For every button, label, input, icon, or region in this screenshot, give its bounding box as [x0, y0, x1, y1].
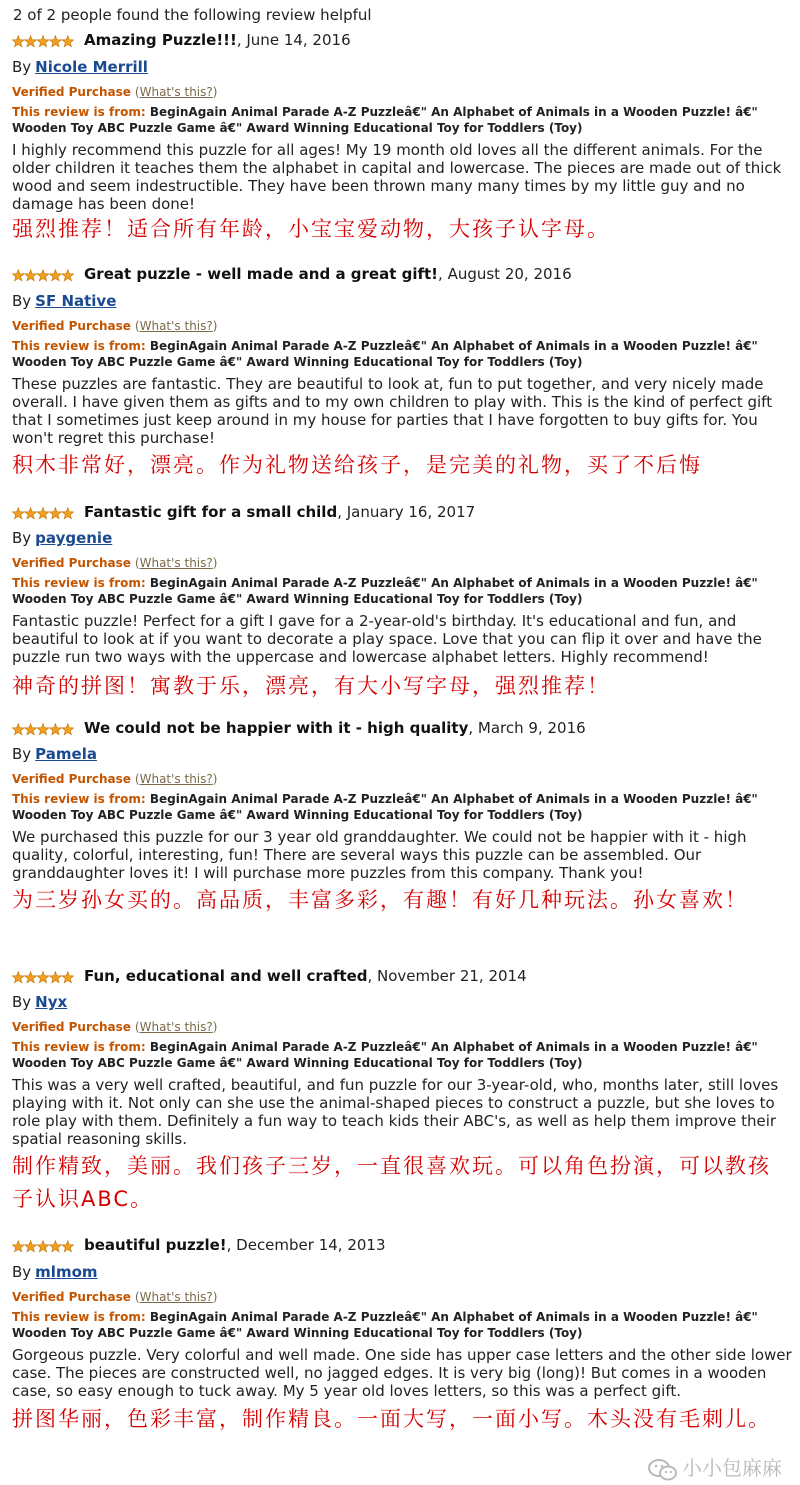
by-label: By [12, 58, 32, 76]
review-chinese-summary: 制作精致，美丽。我们孩子三岁，一直很喜欢玩。可以角色扮演，可以教孩子认识ABC。 [12, 1154, 771, 1211]
paren-open: ( [134, 1020, 140, 1034]
by-label: By [12, 529, 32, 547]
whats-this-wrapper [135, 1290, 218, 1304]
review-product-source [12, 338, 792, 370]
star-icon [25, 1240, 37, 1251]
verified-purchase-badge: Verified Purchase [12, 85, 131, 99]
star-icon [37, 723, 49, 734]
star-icon [25, 269, 37, 280]
by-label: By [12, 1263, 32, 1281]
whats-this-wrapper [135, 1020, 218, 1034]
star-icon [62, 35, 74, 46]
star-icon [12, 723, 24, 734]
paren-close: ) [212, 556, 218, 570]
review-product-source [12, 1309, 792, 1341]
by-label: By [12, 292, 32, 310]
verified-purchase-badge: Verified Purchase [12, 319, 131, 333]
review-product-source [12, 575, 792, 607]
paren-open: ( [134, 772, 140, 786]
star-icon [12, 507, 24, 518]
review-author-row [12, 1263, 98, 1281]
star-rating [12, 504, 74, 522]
star-icon [25, 723, 37, 734]
paren-close: ) [212, 85, 218, 99]
review-title-row [12, 967, 527, 989]
review-author-row [12, 292, 116, 310]
star-icon [50, 269, 62, 280]
whats-this-link[interactable]: What's this? [139, 1020, 213, 1034]
verified-purchase-badge: Verified Purchase [12, 1020, 131, 1034]
review-title-row [12, 719, 586, 741]
author-link[interactable]: SF Native [35, 292, 117, 310]
review-title-row [12, 1236, 386, 1258]
review-title[interactable]: Fun, educational and well crafted [84, 967, 368, 985]
whats-this-link[interactable]: What's this? [139, 556, 213, 570]
star-icon [37, 35, 49, 46]
review-from-label: This review is from: [12, 1310, 146, 1324]
star-icon [50, 723, 62, 734]
star-icon [62, 1240, 74, 1251]
star-icon [12, 269, 24, 280]
star-rating [12, 968, 74, 986]
review-body: These puzzles are fantastic. They are beautiful to look at, fun to put together, and very nicely made overall. I have given them as gifts and to my own children to play with. This is the kind of perfect gift that I sometimes just keep around in my house for parties that I have forgotten to buy gifts for. You won't regret this purchase! [12, 375, 773, 447]
star-rating [12, 266, 74, 284]
star-icon [62, 507, 74, 518]
star-icon [62, 723, 74, 734]
whats-this-wrapper [135, 85, 218, 99]
star-icon [50, 971, 62, 982]
review-body: Gorgeous puzzle. Very colorful and well made. One side has upper case letters and the other side lower case. The pieces are constructed well, no jagged edges. It is very big (long)! But comes in a wooden case, so easy enough to tuck away. My 5 year old loves letters, so this was a perfect gift. [12, 1346, 792, 1400]
verified-row [12, 85, 217, 99]
review-title[interactable]: Fantastic gift for a small child [84, 503, 338, 521]
star-icon [25, 507, 37, 518]
review-product-source [12, 1039, 792, 1071]
review-title-row [12, 31, 351, 53]
star-icon [50, 1240, 62, 1251]
watermark [648, 1452, 782, 1482]
verified-purchase-badge: Verified Purchase [12, 556, 131, 570]
review-title-row [12, 503, 475, 525]
whats-this-wrapper [135, 319, 218, 333]
star-icon [37, 507, 49, 518]
verified-row [12, 1020, 217, 1034]
paren-close: ) [212, 1020, 218, 1034]
whats-this-link[interactable]: What's this? [139, 772, 213, 786]
product-name[interactable]: BeginAgain Animal Parade A-Z Puzzleâ€" An Alphabet of Animals in a Wooden Puzzle! â€" Wooden Toy ABC Puzzle Game â€" Award Winning Educational Toy for Toddlers (Toy) [12, 576, 758, 606]
review-author-row [12, 529, 112, 547]
review-from-label: This review is from: [12, 105, 146, 119]
review-chinese-summary: 神奇的拼图！寓教于乐，漂亮，有大小写字母，强烈推荐！ [12, 674, 610, 698]
review-author-row [12, 993, 67, 1011]
review-from-label: This review is from: [12, 1040, 146, 1054]
review-title[interactable]: Amazing Puzzle!!! [84, 31, 237, 49]
paren-close: ) [212, 319, 218, 333]
star-icon [25, 35, 37, 46]
review-title[interactable]: We could not be happier with it - high quality [84, 719, 469, 737]
paren-close: ) [212, 1290, 218, 1304]
review-body: We purchased this puzzle for our 3 year old granddaughter. We could not be happier with it - high quality, colorful, interesting, fun! There are several ways this puzzle can be assembled. Our granddaughter loves it! I will purchase more puzzles from this company. Thank you! [12, 828, 747, 882]
paren-open: ( [134, 319, 140, 333]
paren-open: ( [134, 1290, 140, 1304]
author-link[interactable]: Nicole Merrill [35, 58, 148, 76]
star-icon [37, 971, 49, 982]
star-icon [37, 1240, 49, 1251]
whats-this-link[interactable]: What's this? [139, 1290, 213, 1304]
whats-this-link[interactable]: What's this? [139, 85, 213, 99]
review-date: , June 14, 2016 [236, 31, 351, 49]
review-chinese-summary: 为三岁孙女买的。高品质，丰富多彩，有趣！有好几种玩法。孙女喜欢！ [12, 888, 748, 912]
star-icon [62, 971, 74, 982]
verified-purchase-badge: Verified Purchase [12, 1290, 131, 1304]
review-product-source [12, 104, 792, 136]
star-icon [25, 971, 37, 982]
review-date: , December 14, 2013 [226, 1236, 386, 1254]
review-title[interactable]: beautiful puzzle! [84, 1236, 227, 1254]
author-link[interactable]: paygenie [35, 529, 113, 547]
paren-close: ) [212, 772, 218, 786]
star-rating [12, 1237, 74, 1255]
star-rating [12, 32, 74, 50]
paren-open: ( [134, 85, 140, 99]
wechat-icon [648, 1458, 678, 1482]
review-author-row [12, 58, 148, 76]
whats-this-wrapper [135, 556, 218, 570]
by-label: By [12, 745, 32, 763]
review-date: , January 16, 2017 [337, 503, 476, 521]
review-date: , March 9, 2016 [468, 719, 586, 737]
whats-this-link[interactable]: What's this? [139, 319, 213, 333]
star-icon [12, 35, 24, 46]
star-icon [37, 269, 49, 280]
star-icon [12, 1240, 24, 1251]
review-chinese-summary: 拼图华丽，色彩丰富，制作精良。一面大写，一面小写。木头没有毛刺儿。 [12, 1407, 771, 1431]
review-title[interactable]: Great puzzle - well made and a great gift! [84, 265, 439, 283]
helpful-count: 2 of 2 people found the following review helpful [13, 6, 372, 24]
review-product-source [12, 791, 792, 823]
review-from-label: This review is from: [12, 792, 146, 806]
star-icon [50, 35, 62, 46]
author-link[interactable]: Nyx [35, 993, 68, 1011]
author-link[interactable]: Pamela [35, 745, 97, 763]
review-title-row [12, 265, 572, 287]
review-body: Fantastic puzzle! Perfect for a gift I gave for a 2-year-old's birthday. It's educational and fun, and beautiful to look at if you want to decorate a play space. Love that you can flip it over and have the puzzle run two ways with the uppercase and lowercase alphabet letters. Highly recommend! [12, 612, 762, 666]
product-name[interactable]: BeginAgain Animal Parade A-Z Puzzleâ€" An Alphabet of Animals in a Wooden Puzzle! â€" Wooden Toy ABC Puzzle Game â€" Award Winning Educational Toy for Toddlers (Toy) [12, 792, 758, 822]
review-from-label: This review is from: [12, 339, 146, 353]
star-icon [12, 971, 24, 982]
verified-row [12, 556, 217, 570]
product-name[interactable]: BeginAgain Animal Parade A-Z Puzzleâ€" An Alphabet of Animals in a Wooden Puzzle! â€" Wooden Toy ABC Puzzle Game â€" Award Winning Educational Toy for Toddlers (Toy) [12, 339, 758, 369]
review-date: , November 21, 2014 [367, 967, 527, 985]
star-icon [50, 507, 62, 518]
product-name[interactable]: BeginAgain Animal Parade A-Z Puzzleâ€" An Alphabet of Animals in a Wooden Puzzle! â€" Wooden Toy ABC Puzzle Game â€" Award Winning Educational Toy for Toddlers (Toy) [12, 1040, 758, 1070]
review-chinese-summary: 强烈推荐！适合所有年龄，小宝宝爱动物，大孩子认字母。 [12, 217, 610, 241]
verified-purchase-badge: Verified Purchase [12, 772, 131, 786]
review-from-label: This review is from: [12, 576, 146, 590]
product-name[interactable]: BeginAgain Animal Parade A-Z Puzzleâ€" An Alphabet of Animals in a Wooden Puzzle! â€" Wooden Toy ABC Puzzle Game â€" Award Winning Educational Toy for Toddlers (Toy) [12, 1310, 758, 1340]
star-rating [12, 720, 74, 738]
verified-row [12, 1290, 217, 1304]
review-date: , August 20, 2016 [438, 265, 572, 283]
whats-this-wrapper [135, 772, 218, 786]
paren-open: ( [134, 556, 140, 570]
by-label: By [12, 993, 32, 1011]
review-author-row [12, 745, 97, 763]
verified-row [12, 772, 217, 786]
verified-row [12, 319, 217, 333]
review-chinese-summary: 积木非常好，漂亮。作为礼物送给孩子，是完美的礼物，买了不后悔 [12, 453, 702, 477]
watermark-text: 小小包麻麻 [682, 1456, 782, 1480]
review-body: I highly recommend this puzzle for all ages! My 19 month old loves all the different animals. For the older children it teaches them the alphabet in capital and lowercase. The pieces are made out of thick wood and seem indestructible. They have been thrown many many times by my little guy and no damage has been done! [12, 141, 782, 213]
star-icon [62, 269, 74, 280]
product-name[interactable]: BeginAgain Animal Parade A-Z Puzzleâ€" An Alphabet of Animals in a Wooden Puzzle! â€" Wooden Toy ABC Puzzle Game â€" Award Winning Educational Toy for Toddlers (Toy) [12, 105, 758, 135]
author-link[interactable]: mlmom [35, 1263, 98, 1281]
review-body: This was a very well crafted, beautiful, and fun puzzle for our 3-year-old, who, months later, still loves playing with it. Not only can she use the animal-shaped pieces to construct a puzzle, but she loves to role play with them. Definitely a fun way to teach kids their ABC's, as well as help them improve their spatial reasoning skills. [12, 1076, 779, 1148]
